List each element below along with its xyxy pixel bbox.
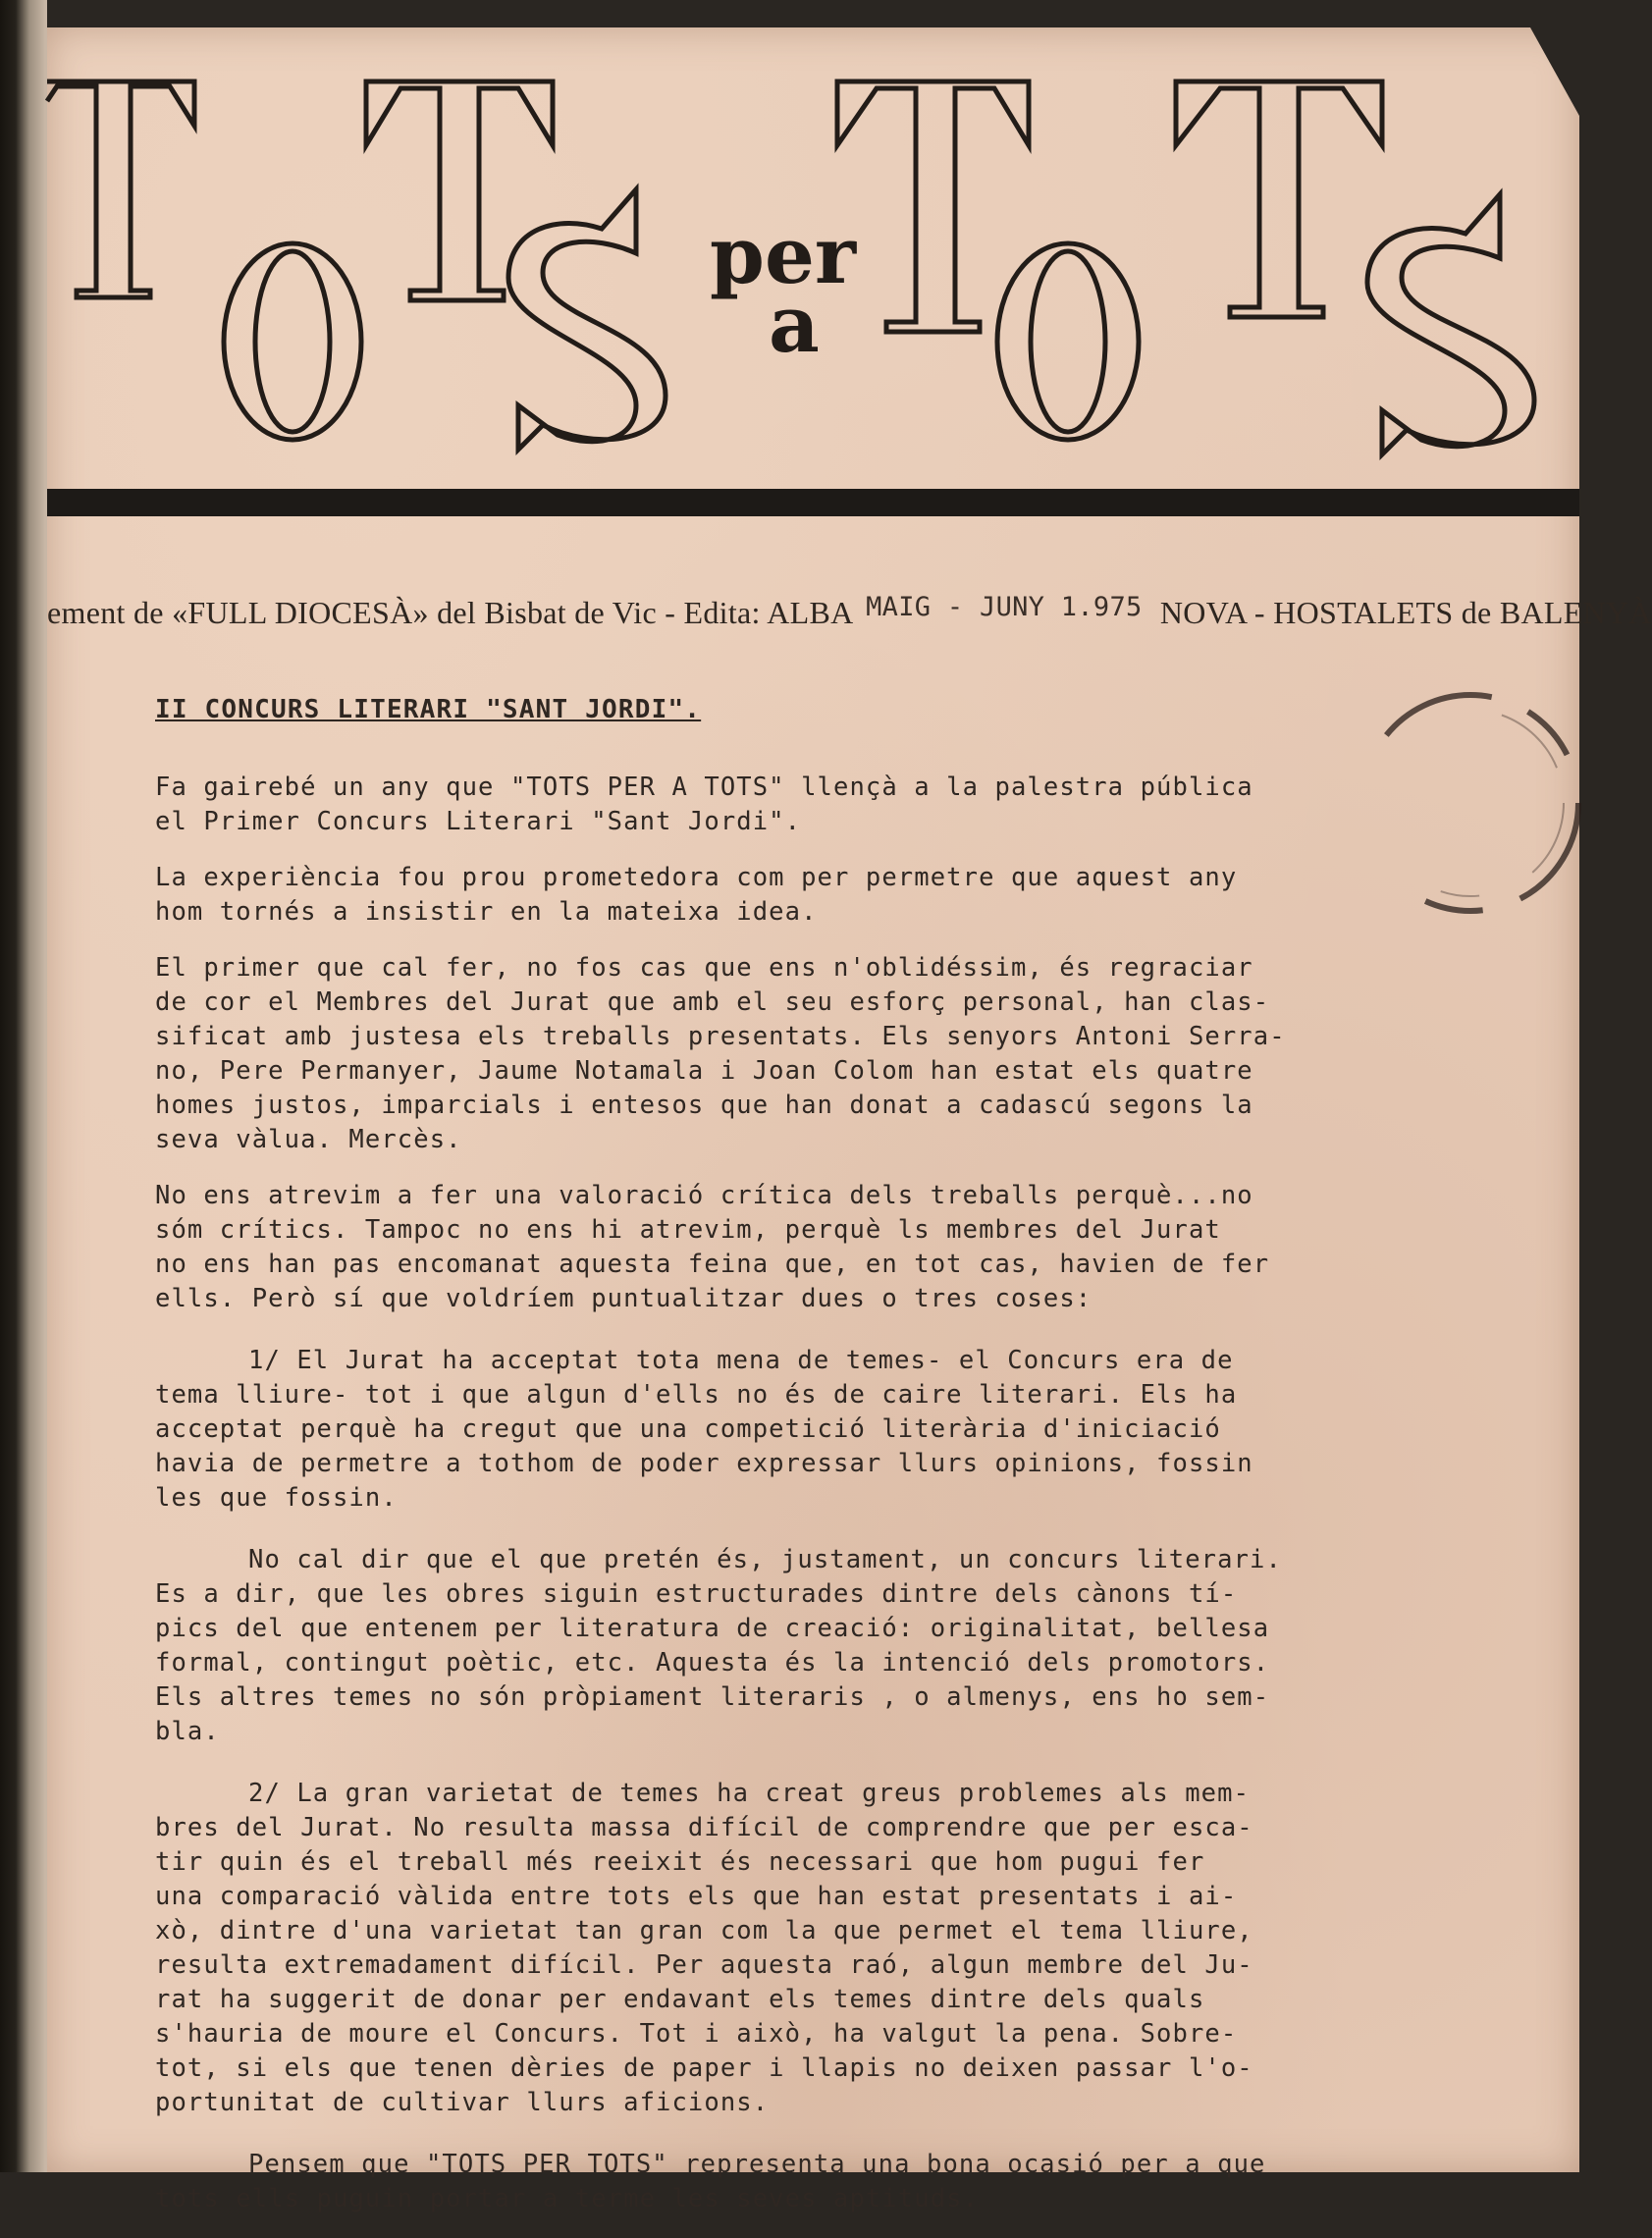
- article: [106, 693, 1500, 2238]
- subtitle-right: NOVA - HOSTALETS de BALENYÀ: [1159, 595, 1652, 630]
- article-paragraph: No ens atrevim a fer una valoració crítica dels treballs perquè...no sóm crítics. Tampoc no ens hi atrevim, perquè ls membres del Jurat no ens han pas encomanat aquesta feina que, en tot cas, havien de fer ells. Però sí que voldríem puntualitzar dues o tres coses:: [155, 1181, 1270, 1313]
- article-point-1: 1/ El Jurat ha acceptat tota mena de temes- el Concurs era de tema lliure- tot i que algun d'ells no és de caire literari. Els ha acceptat perquè ha cregut que una competició literària d'iniciació havia de permetre a tothom de poder expressar llurs opinions, fossin les que fossin.: [155, 1346, 1253, 1513]
- article-title: II CONCURS LITERARI "SANT JORDI".: [155, 695, 702, 724]
- masthead: [47, 27, 1579, 489]
- issue-date: MAIG - JUNY 1.975: [866, 592, 1143, 622]
- article-point-2: 2/ La gran varietat de temes ha creat greus problemes als mem- bres del Jurat. No resulta massa difícil de comprendre que per esca- tir quin és el treball més reeixit és necessari que hom pugui fer una comparació vàlida entre tots els que han estat presentats i ai- xò, dintre d'una varietat tan gran com la que permet el tema lliure, resulta extremadament difícil. Per aquesta raó, algun membre del Ju- rat ha suggerit de donar per endavant els temes dintre dels quals s'hauria de moure el Concurs. Tot i això, ha valgut la pena. Sobre- tot, si els que tenen dèries de paper i llapis no deixen passar l'o- portunitat de cultivar llurs aficions.: [155, 1779, 1253, 2117]
- article-paragraph: Fa gairebé un any que "TOTS PER A TOTS" llençà a la palestra pública el Primer Concurs Literari "Sant Jordi".: [155, 773, 1253, 836]
- logo-a-word: a: [769, 278, 820, 370]
- newsletter-sheet: [47, 27, 1652, 2213]
- article-paragraph: No cal dir que el que pretén és, justament, un concurs literari. Es a dir, que les obres siguin estructurades dintre dels cànons tí- pics del que entenem per literatura de creació: originalitat, bellesa formal, contingut poètic, etc. Aquesta és la intenció dels promotors. Els altres temes no són pròpiament literaris , o almenys, ens ho sem- bla.: [155, 1545, 1282, 1746]
- masthead-rule: [47, 489, 1579, 516]
- logo-per-word: per: [710, 209, 856, 301]
- article-paragraph: Pensem que "TOTS PER TOTS" representa una bona ocasió per a que tots ells puguin portar a terme les seves aptituds.: [155, 2150, 1266, 2213]
- binding-edge: [0, 0, 47, 2172]
- article-paragraph: El primer que cal fer, no fos cas que ens n'oblidéssim, és regraciar de cor el Membres del Jurat que amb el seu esforç personal, han clas- sificat amb justesa els treballs presentats. Els senyors Antoni Serra- no, Pere Permanyer, Jaume Notamala i Joan Colom han estat els quatre homes justos, imparcials i entesos que han donat a cadascú segons la seva vàlua. Mercès.: [155, 953, 1286, 1154]
- subtitle-left: ement de «FULL DIOCESÀ» del Bisbat de Vic - Edita: ALBA: [47, 595, 852, 630]
- publication-subtitle: [47, 592, 1652, 638]
- masthead-logo: [47, 27, 1579, 489]
- article-paragraph: La experiència fou prou prometedora com per permetre que aquest any hom tornés a insistir en la mateixa idea.: [155, 863, 1238, 927]
